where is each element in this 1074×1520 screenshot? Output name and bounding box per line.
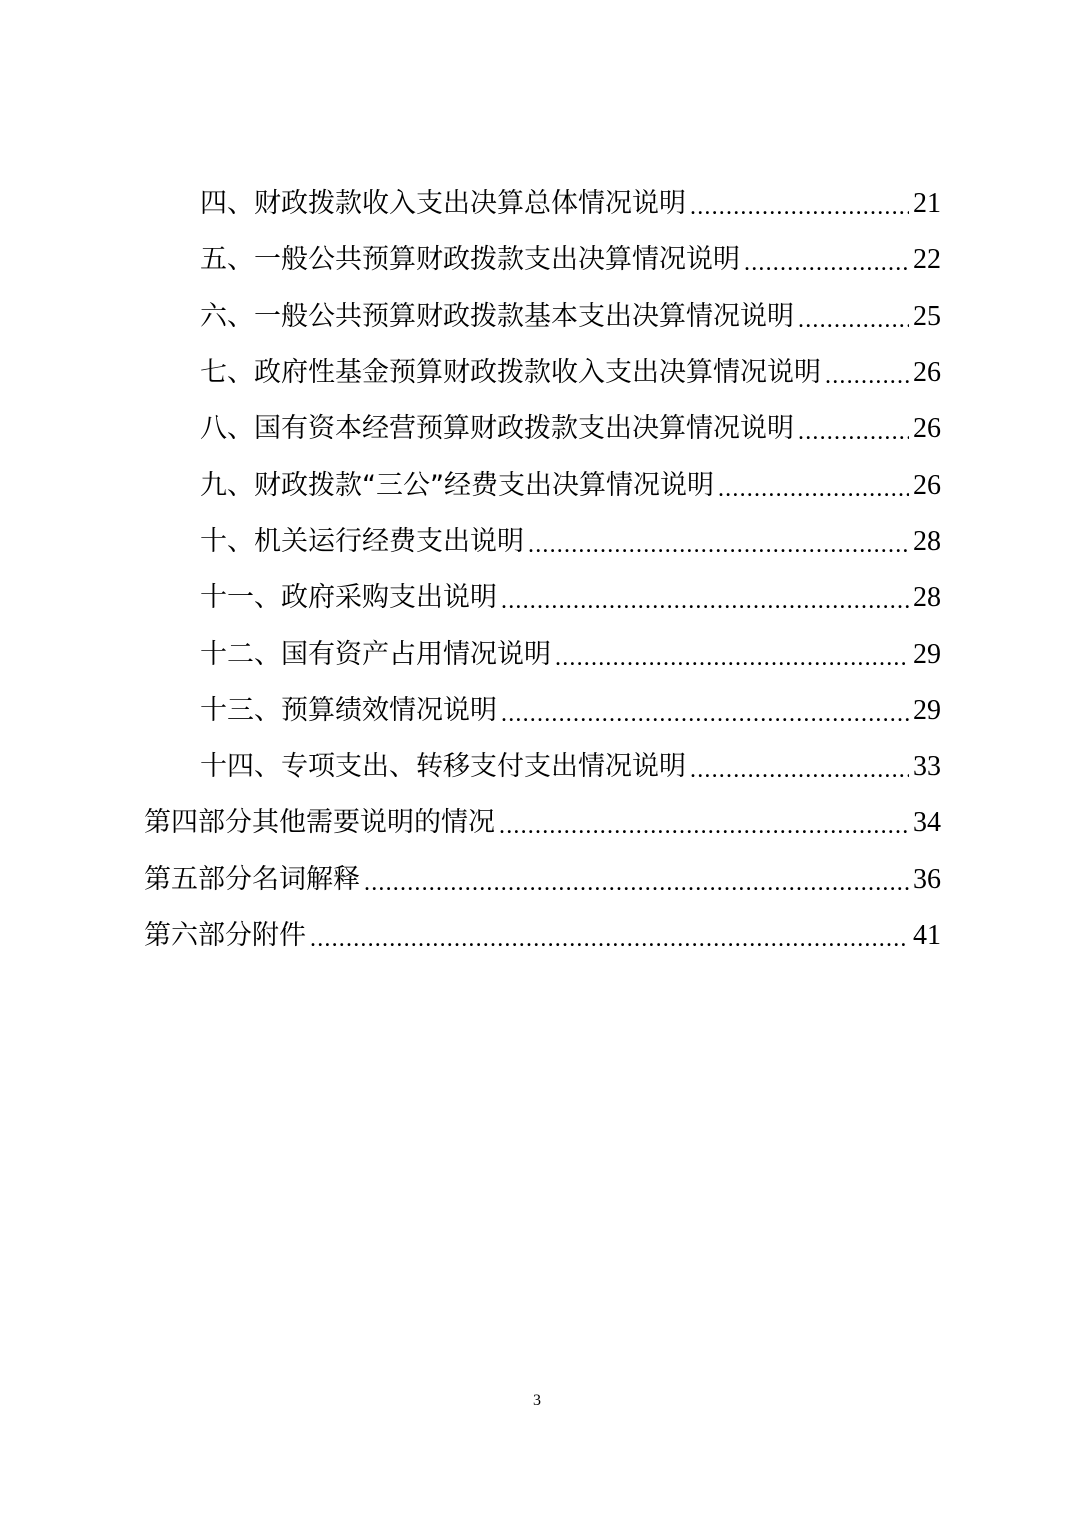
toc-part-title: 名词解释: [252, 863, 360, 895]
toc-entry-page: 33: [913, 751, 941, 783]
toc-entry-page: 21: [913, 188, 941, 220]
toc-part-entry[interactable]: [0, 908, 1074, 964]
toc-entry-page: 22: [913, 244, 941, 276]
toc-entry[interactable]: [0, 683, 1074, 739]
toc-entry[interactable]: [0, 401, 1074, 457]
toc-entry-title: 十、机关运行经费支出说明: [200, 525, 524, 557]
toc-entry-page: 28: [913, 582, 941, 614]
toc-entry-title: 五、一般公共预算财政拨款支出决算情况说明: [200, 244, 740, 276]
toc-entry-title: 七、政府性基金预算财政拨款收入支出决算情况说明: [200, 357, 821, 389]
toc-part-page: 36: [913, 863, 941, 895]
dot-leader: [364, 866, 909, 894]
toc-entry-title: 四、财政拨款收入支出决算总体情况说明: [200, 188, 686, 220]
dot-leader: [798, 303, 909, 331]
dot-leader: [690, 753, 909, 781]
toc-part-label: 第六部分: [144, 920, 252, 951]
dot-leader: [501, 697, 909, 725]
toc-entry-page: 29: [913, 638, 941, 670]
dot-leader: [744, 246, 909, 274]
toc-entry[interactable]: [0, 739, 1074, 795]
dot-leader: [528, 528, 909, 556]
toc-part-title: 附件: [252, 920, 306, 951]
toc-entry-page: 28: [913, 525, 941, 557]
toc-part-page: 41: [913, 920, 941, 951]
toc-part-entry[interactable]: [0, 852, 1074, 908]
toc-entry-title: 十四、专项支出、转移支付支出情况说明: [200, 751, 686, 783]
toc-entry[interactable]: [0, 345, 1074, 401]
toc-entry[interactable]: [0, 232, 1074, 288]
toc-entry-title: 十一、政府采购支出说明: [200, 582, 497, 614]
toc-entry[interactable]: [0, 176, 1074, 232]
toc-part-label: 第四部分: [144, 807, 252, 839]
page-number: 3: [533, 1392, 541, 1409]
dot-leader: [555, 641, 909, 669]
toc-part-title: 其他需要说明的情况: [252, 807, 495, 839]
toc-entry[interactable]: [0, 289, 1074, 345]
toc-entry[interactable]: [0, 570, 1074, 626]
toc-entry-page: 25: [913, 300, 941, 332]
toc-entry-page: 26: [913, 413, 941, 445]
toc-entry[interactable]: [0, 514, 1074, 570]
toc-part-page: 34: [913, 807, 941, 839]
toc-entry-page: 26: [913, 357, 941, 389]
toc-entry-page: 26: [913, 469, 941, 501]
dot-leader: [718, 472, 909, 500]
toc-part-entry[interactable]: [0, 795, 1074, 851]
dot-leader: [798, 415, 909, 443]
toc-entry-page: 29: [913, 694, 941, 726]
toc-entry[interactable]: [0, 626, 1074, 682]
toc-entry-title: 十三、预算绩效情况说明: [200, 694, 497, 726]
toc-entry-title: 八、国有资本经营预算财政拨款支出决算情况说明: [200, 413, 794, 445]
toc-part-label: 第五部分: [144, 863, 252, 895]
dot-leader: [690, 190, 909, 218]
toc-entry-title: 六、一般公共预算财政拨款基本支出决算情况说明: [200, 300, 794, 332]
table-of-contents: [0, 176, 1074, 964]
dot-leader: [501, 584, 909, 612]
dot-leader: [499, 809, 909, 837]
toc-entry-title: 十二、国有资产占用情况说明: [200, 638, 551, 670]
toc-entry-title: 九、财政拨款“三公”经费支出决算情况说明: [200, 469, 714, 501]
dot-leader: [310, 922, 909, 950]
toc-entry[interactable]: [0, 457, 1074, 513]
dot-leader: [825, 359, 909, 387]
